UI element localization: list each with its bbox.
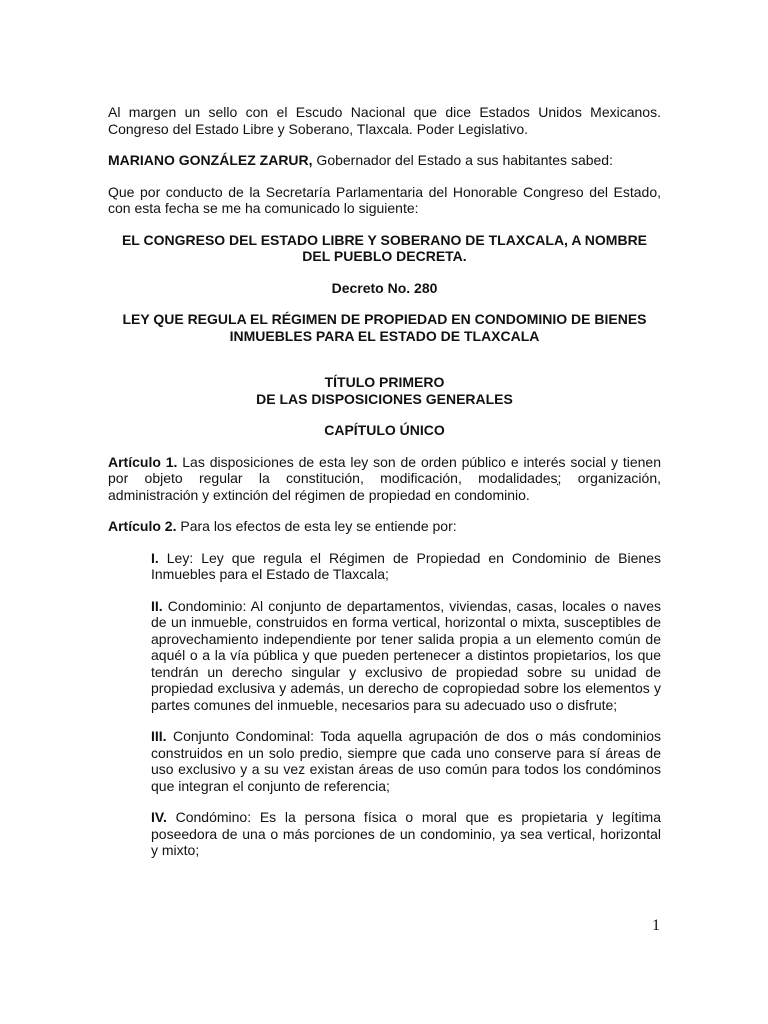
page-number: 1 bbox=[652, 917, 660, 934]
article-1-label: Artículo 1. bbox=[108, 453, 178, 470]
definition-text: Conjunto Condominal: Toda aquella agrupación de dos o más condominios construidos en un solo predio, siempre que cada uno conserve para sí áreas de uso exclusivo y a su vez existan áreas de uso común para todos los condóminos que integran el conjunto de referencia; bbox=[151, 728, 661, 794]
definition-number: III. bbox=[151, 728, 167, 744]
definition-item bbox=[151, 728, 661, 794]
titulo-heading bbox=[108, 374, 661, 407]
article-1 bbox=[108, 454, 661, 504]
definition-item bbox=[151, 550, 661, 583]
document-body bbox=[108, 104, 661, 874]
definition-item bbox=[151, 598, 661, 714]
article-1-semicolon: ; bbox=[557, 470, 562, 486]
definition-number: I. bbox=[151, 549, 159, 566]
definition-text: Condómino: Es la persona física o moral que es propietaria y legítima poseedora de una o más porciones de un condominio, ya sea vertical, horizontal y mixto; bbox=[151, 809, 661, 858]
preamble-seal-paragraph: Al margen un sello con el Escudo Nacional que dice Estados Unidos Mexicanos. Congreso del Estado Libre y Soberano, Tlaxcala. Poder Legislativo. bbox=[108, 104, 661, 137]
definition-number: IV. bbox=[151, 809, 167, 825]
definition-text: Ley: Ley que regula el Régimen de Propiedad en Condominio de Bienes Inmuebles para el Estado de Tlaxcala; bbox=[151, 549, 661, 582]
definition-number: II. bbox=[151, 597, 163, 614]
governor-paragraph bbox=[108, 152, 661, 169]
congress-heading: EL CONGRESO DEL ESTADO LIBRE Y SOBERANO DE TLAXCALA, A NOMBRE DEL PUEBLO DECRETA. bbox=[121, 231, 648, 264]
article-2-text: Para los efectos de esta ley se entiende por: bbox=[176, 518, 457, 534]
article-1-text-b: organización, administración y extinción del régimen de propiedad en condominio. bbox=[108, 470, 661, 503]
decree-number: Decreto No. 280 bbox=[331, 279, 438, 296]
definition-item bbox=[151, 809, 661, 859]
governor-name: MARIANO GONZÁLEZ ZARUR, bbox=[108, 152, 313, 168]
article-1-text-a: Las disposiciones de esta ley son de orden público e interés social y tienen por objeto regular la constitución, modificación, modalidades bbox=[108, 453, 661, 486]
definition-text: Condominio: Al conjunto de departamentos, viviendas, casas, locales o naves de un inmueble, construidos en forma vertical, horizontal o mixta, susceptibles de aprovechamiento independiente por tener salida propia a un elemento común de aquél o a la vía pública y que pueden pertenecer a distintos propietarios, los que tendrán un derecho singular y exclusivo de propiedad sobre su unidad de propiedad exclusiva y además, un derecho de copropiedad sobre los elementos y partes comunes del inmueble, necesarios para su adecuado uso o disfrute; bbox=[151, 597, 661, 713]
law-title: LEY QUE REGULA EL RÉGIMEN DE PROPIEDAD EN CONDOMINIO DE BIENES INMUEBLES PARA EL ESTADO DE TLAXCALA bbox=[122, 311, 647, 344]
article-2-label: Artículo 2. bbox=[108, 518, 177, 534]
titulo-line-2: DE LAS DISPOSICIONES GENERALES bbox=[256, 390, 513, 407]
governor-paragraph-text: Gobernador del Estado a sus habitantes sabed: bbox=[312, 152, 613, 168]
secretaria-paragraph: Que por conducto de la Secretaría Parlamentaria del Honorable Congreso del Estado, con esta fecha se me ha comunicado lo siguiente: bbox=[108, 183, 661, 216]
capitulo-heading: CAPÍTULO ÚNICO bbox=[324, 422, 445, 438]
article-2 bbox=[108, 518, 661, 535]
titulo-line-1: TÍTULO PRIMERO bbox=[324, 374, 445, 390]
